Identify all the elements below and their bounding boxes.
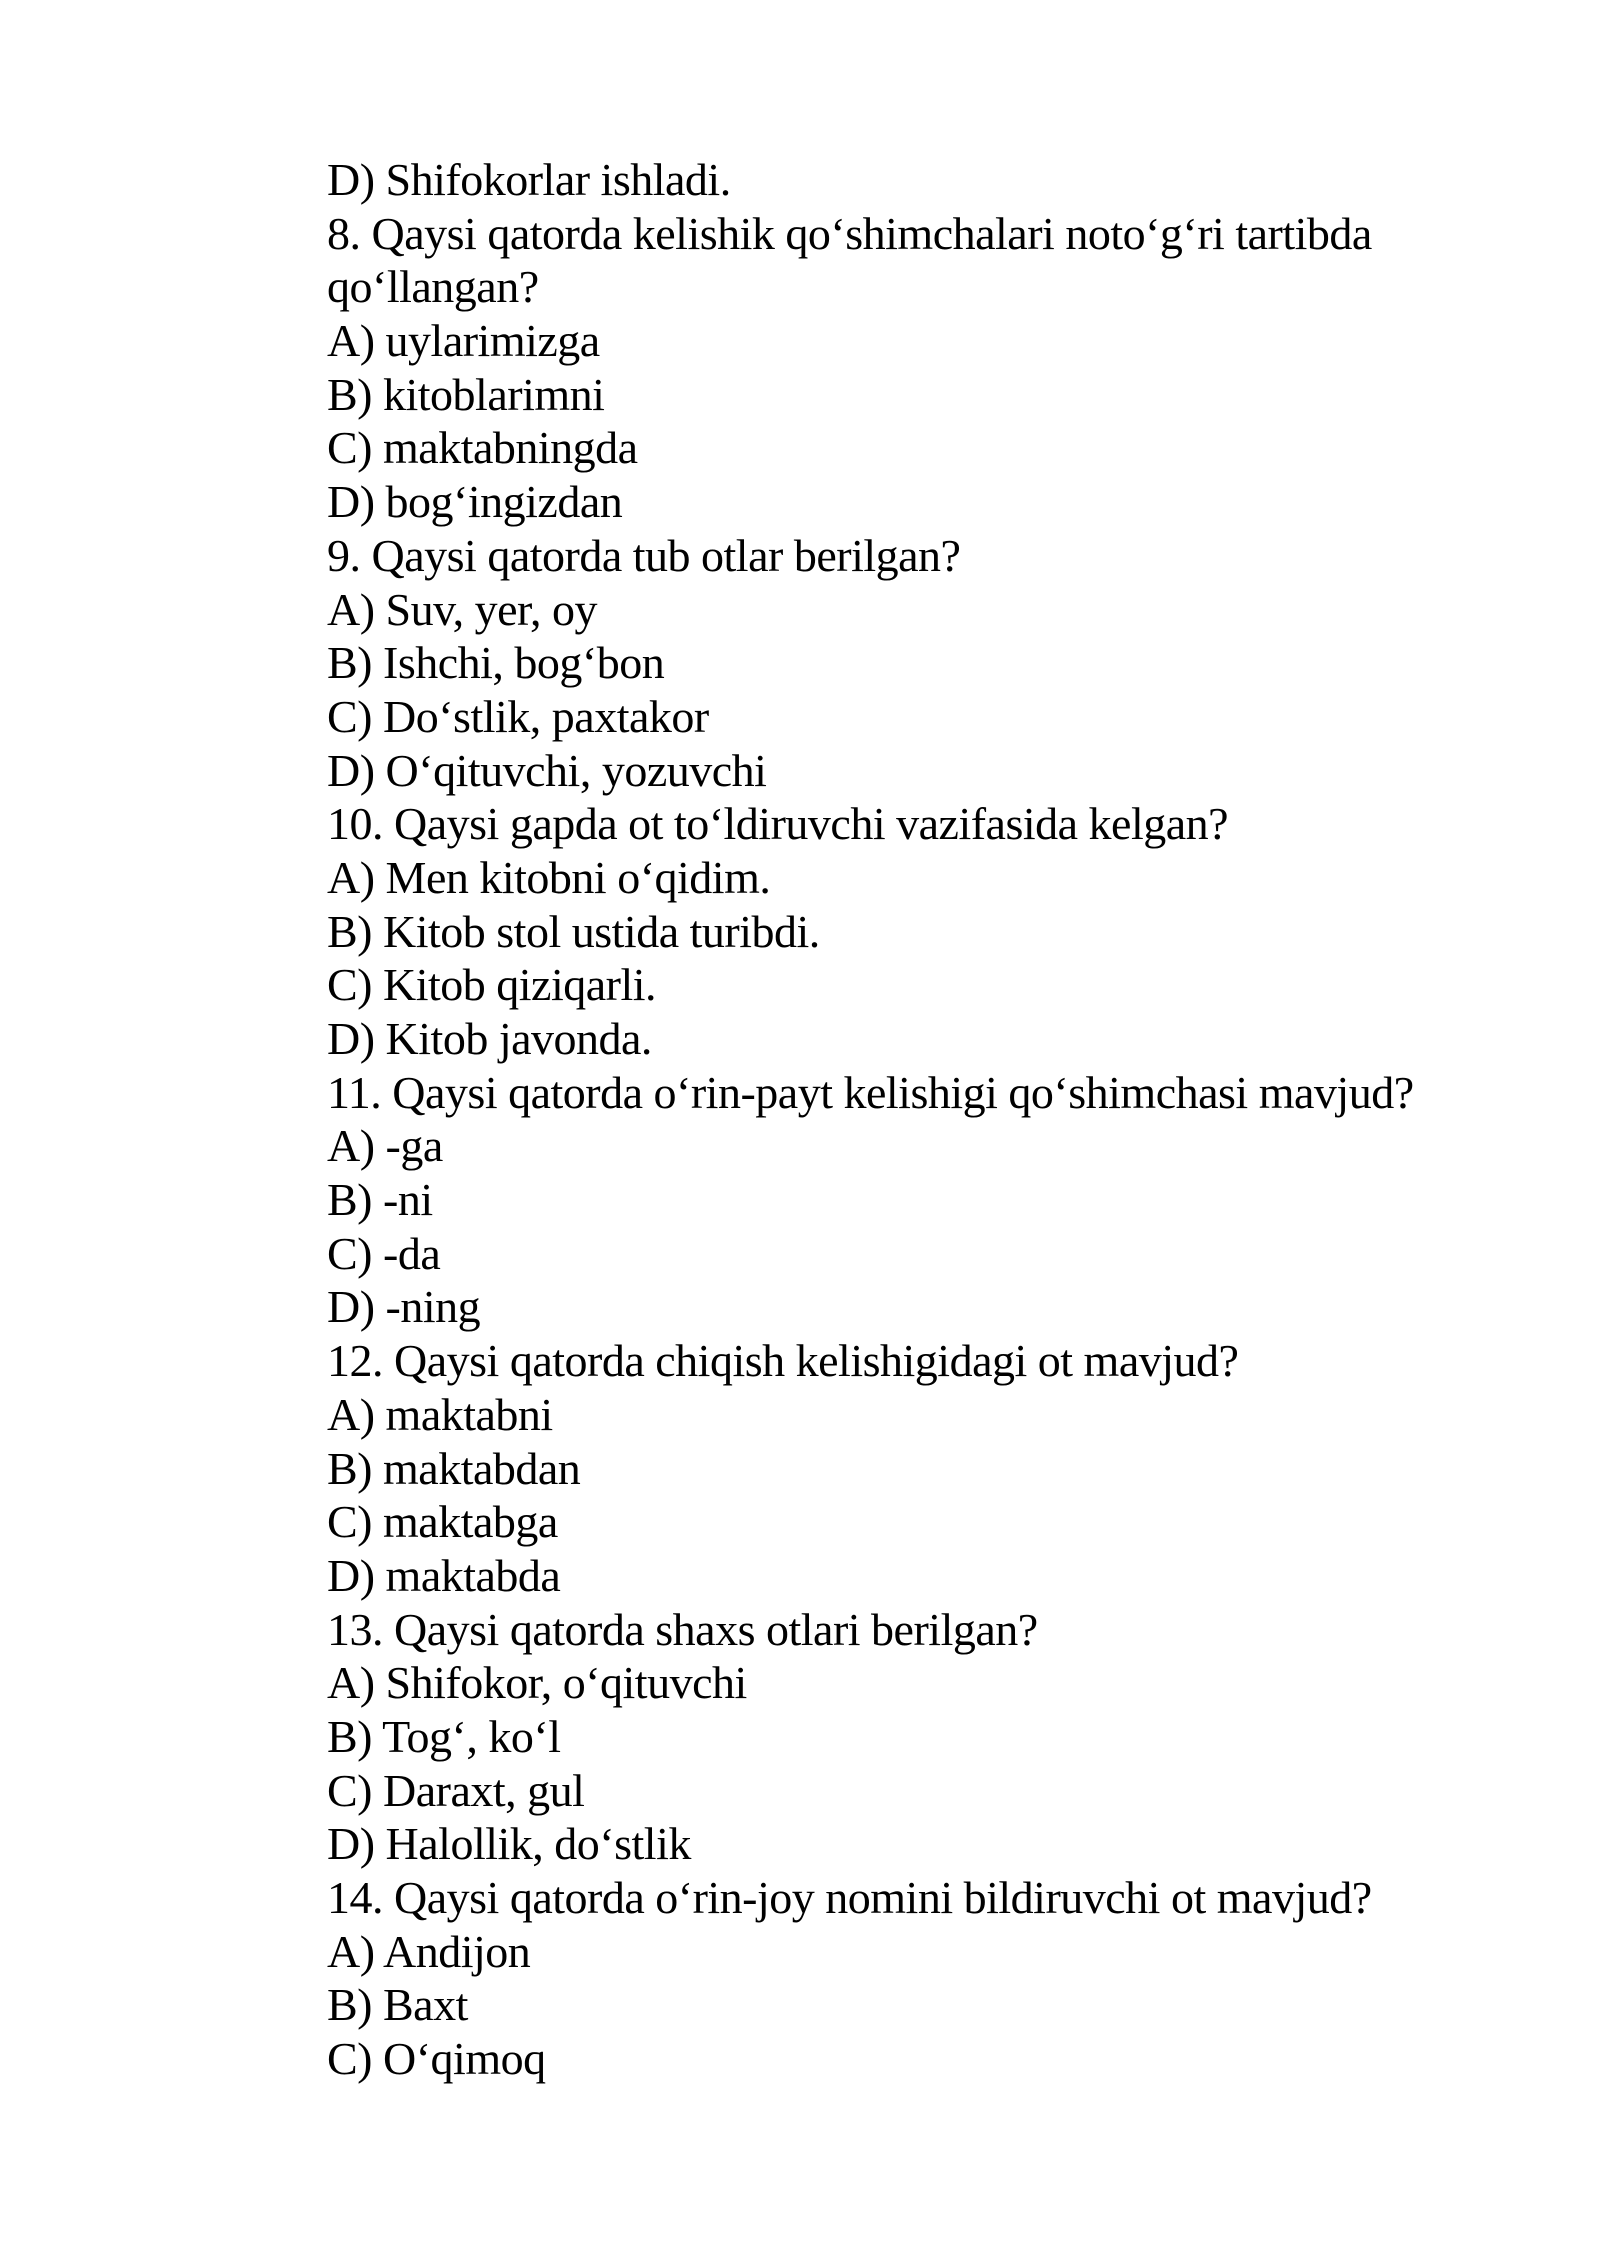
question-13-prompt-line: 13. Qaysi qatorda shaxs otlari berilgan? xyxy=(327,1603,1038,1655)
question-11-option: B) -ni xyxy=(327,1174,433,1226)
question-14-option: B) Baxt xyxy=(327,1979,468,2031)
question-8-option: B) kitoblarimni xyxy=(327,368,605,420)
question-10-prompt-line: 10. Qaysi gapda ot to‘ldiruvchi vazifasida kelgan? xyxy=(327,798,1229,850)
question-9-option: C) Do‘stlik, paxtakor xyxy=(327,690,709,742)
question-11-prompt-line: 11. Qaysi qatorda o‘rin-payt kelishigi qo‘shimchasi mavjud? xyxy=(327,1066,1414,1118)
question-14-option: C) O‘qimoq xyxy=(327,2033,546,2085)
carryover-option-line: D) Shifokorlar ishladi. xyxy=(327,154,731,205)
question-12-option: D) maktabda xyxy=(327,1549,561,1601)
question-11-option: D) -ning xyxy=(327,1281,481,1333)
question-11-option: C) -da xyxy=(327,1227,441,1279)
question-8-prompt-line: qo‘llangan? xyxy=(327,261,539,313)
question-9-option: A) Suv, yer, oy xyxy=(327,583,598,635)
question-13-option: B) Tog‘, ko‘l xyxy=(327,1710,561,1762)
question-12-option: C) maktabga xyxy=(327,1496,558,1548)
question-13-option: C) Daraxt, gul xyxy=(327,1764,585,1816)
question-8-option: D) bog‘ingizdan xyxy=(327,476,623,528)
question-9-prompt-line: 9. Qaysi qatorda tub otlar berilgan? xyxy=(327,529,961,581)
question-8-option: C) maktabningda xyxy=(327,422,638,474)
question-9-option: B) Ishchi, bog‘bon xyxy=(327,637,665,689)
question-11-option: A) -ga xyxy=(327,1120,443,1172)
question-8-prompt-line: 8. Qaysi qatorda kelishik qo‘shimchalari noto‘g‘ri tartibda xyxy=(327,207,1372,259)
question-8-option: A) uylarimizga xyxy=(327,315,600,367)
question-10-option: A) Men kitobni o‘qidim. xyxy=(327,851,771,903)
question-14-prompt-line: 14. Qaysi qatorda o‘rin-joy nomini bildiruvchi ot mavjud? xyxy=(327,1872,1372,1923)
question-10-option: B) Kitob stol ustida turibdi. xyxy=(327,905,820,957)
question-12-option: A) maktabni xyxy=(327,1388,553,1440)
question-10-option: C) Kitob qiziqarli. xyxy=(327,959,657,1011)
question-10-option: D) Kitob javonda. xyxy=(327,1013,652,1064)
question-12-prompt-line: 12. Qaysi qatorda chiqish kelishigidagi ot mavjud? xyxy=(327,1335,1239,1387)
question-13-option: D) Halollik, do‘stlik xyxy=(327,1818,691,1870)
question-14-option: A) Andijon xyxy=(327,1925,531,1977)
question-12-option: B) maktabdan xyxy=(327,1442,581,1494)
question-13-option: A) Shifokor, o‘qituvchi xyxy=(327,1657,747,1709)
question-9-option: D) O‘qituvchi, yozuvchi xyxy=(327,744,767,796)
quiz-text-block xyxy=(327,153,1477,2086)
